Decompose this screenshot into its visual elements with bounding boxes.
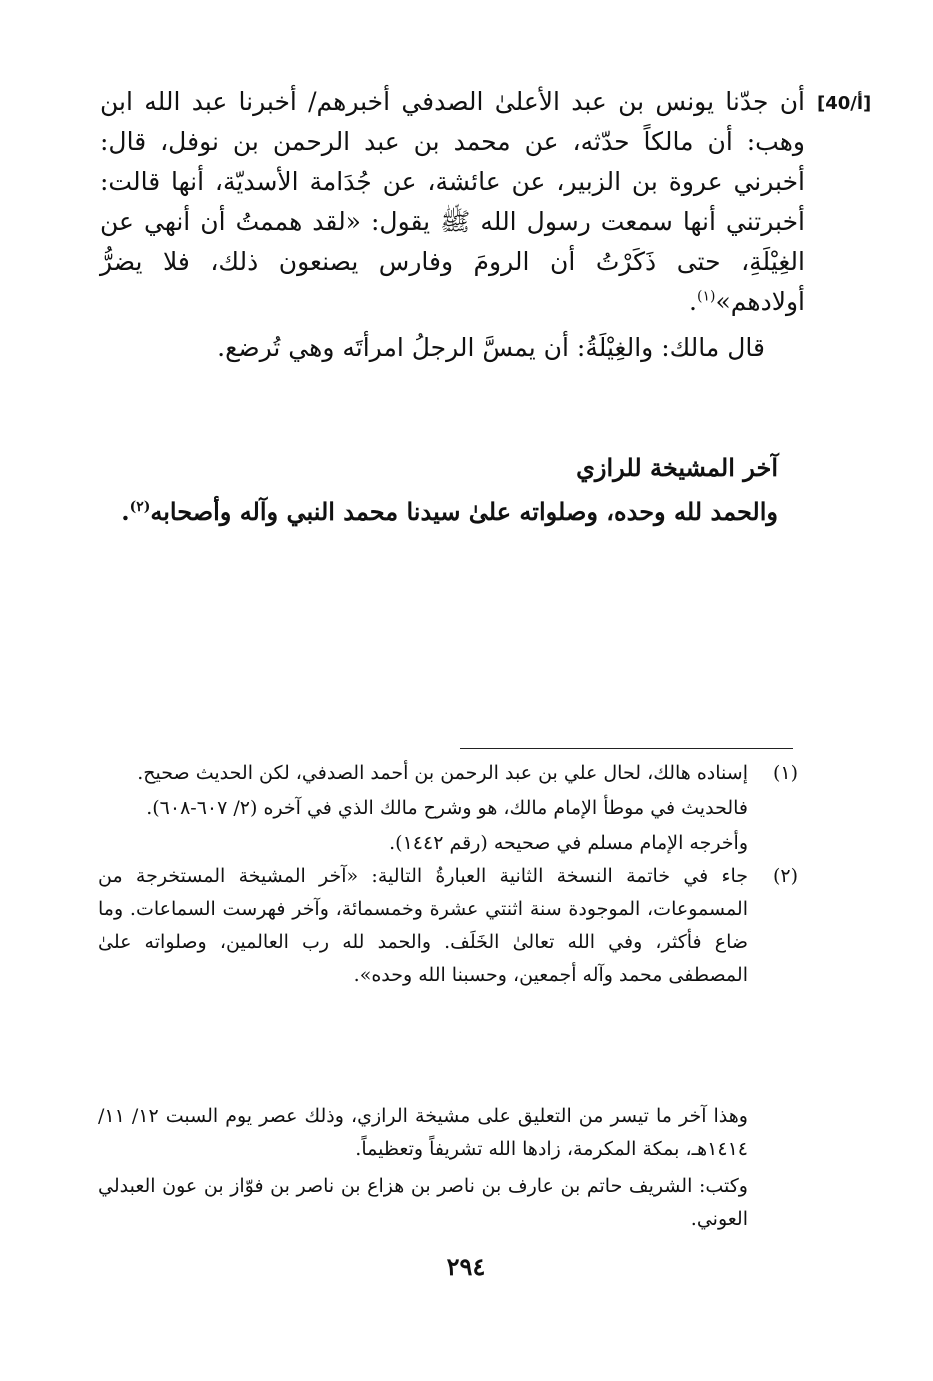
footnote-number: (١)	[772, 762, 798, 784]
praise-end-punct: .	[121, 497, 130, 526]
author-signature-note: وكتب: الشريف حاتم بن عارف بن ناصر بن هزاع بن ناصر بن فوّاز بن عون العبدلي العوني.	[98, 1175, 748, 1230]
footnotes	[98, 757, 798, 992]
footnote-line: فالحديث في موطأ الإمام مالك، هو وشرح مالك الذي في آخره (٢/ ٦٠٧-٦٠٨).	[146, 797, 748, 819]
section-end-title: آخر المشيخة للرازي	[576, 453, 778, 482]
closing-section	[100, 446, 778, 534]
malik-comment: قال مالك: والغِيْلَةُ: أن يمسَّ الرجلُ امرأتَه وهي تُرضع.	[217, 333, 765, 362]
hadith-paragraph	[100, 82, 805, 322]
footnote-1	[98, 757, 798, 860]
praise-text: والحمد لله وحده، وصلواته علىٰ سيدنا محمد النبي وآله وأصحابه	[150, 497, 778, 526]
page-number: ٢٩٤	[446, 1252, 486, 1281]
closing-praise	[100, 490, 778, 534]
footnote-2	[98, 860, 798, 992]
hadith-end-punct: .	[689, 287, 697, 316]
footnote-marker-1: (١)	[697, 288, 716, 305]
footnote-marker-2: (٢)	[129, 499, 151, 515]
editor-closing-notes	[98, 1100, 748, 1240]
footnote-line: إسناده هالك، لحال علي بن عبد الرحمن بن أحمد الصدفي، لكن الحديث صحيح.	[137, 762, 748, 784]
completion-note: وهذا آخر ما تيسر من التعليق على مشيخة الرازي، وذلك عصر يوم السبت ١٢/ ١١/ ١٤١٤هـ، بمكة المكرمة، زادها الله تشريفاً وتعظيماً.	[98, 1105, 748, 1160]
main-body	[100, 82, 805, 368]
footnote-line: جاء في خاتمة النسخة الثانية العبارةُ التالية: «آخر المشيخة المستخرجة من المسموعات، الموجودة سنة اثنتي عشرة وخمسمائة، وآخر فهرست السماعات. وما ضاع فأكثر، وفي الله تعالىٰ الخَلَف. والحمد لله رب العالمين، وصلواته علىٰ المصطفى محمد وآله أجمعين، وحسبنا الله وحده».	[98, 865, 748, 986]
manuscript-folio-reference: [40/أ]	[817, 93, 872, 114]
hadith-text: أن جدّنا يونس بن عبد الأعلىٰ الصدفي أخبرهم/ أخبرنا عبد الله ابن وهب: أن مالكاً حدّثه، عن محمد بن عبد الرحمن بن نوفل، قال: أخبرني عروة بن الزبير، عن عائشة، عن جُدَامة الأسديّة، أنها قالت: أخبرتني أنها سمعت رسول الله ﷺ يقول: «لقد هممتُ أن أنهي عن الغِيْلَةِ، حتى ذَكَرْتُ أن الرومَ وفارس يصنعون ذلك، فلا يضرُّ أولادهم»	[100, 87, 806, 316]
footnote-separator	[460, 748, 793, 749]
footnote-line: وأخرجه الإمام مسلم في صحيحه (رقم ١٤٤٢).	[389, 832, 748, 854]
footnote-number: (٢)	[772, 865, 798, 887]
